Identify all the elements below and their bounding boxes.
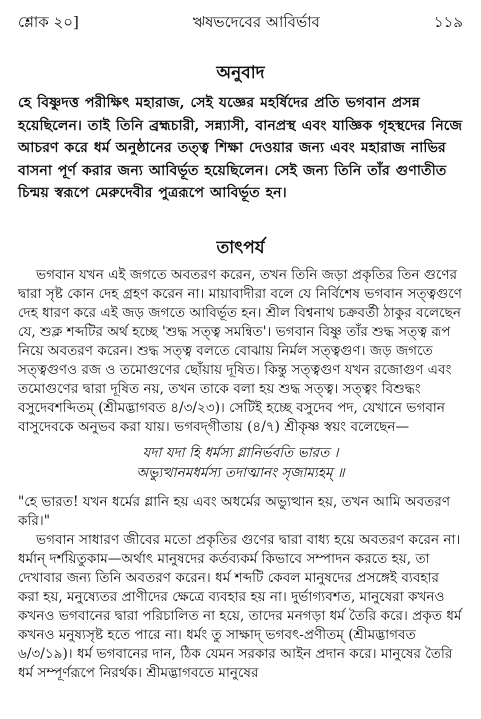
header-verse-ref: শ্লোক ২০] [18,13,79,31]
verse-translation: "হে ভারত! যখন ধর্মের গ্লানি হয় এবং অধর্মের অভ্যুত্থান হয়, তখন আমি অবতরণ করি।" [18,494,451,529]
verse-line-1: যদা যদা হি ধর্মস্য গ্লানির্ভবতি ভারত । [142,445,339,461]
header-chapter-title: ঋষভদেবের আবির্ভাব [192,13,320,31]
translation-block [18,92,463,205]
translation-heading: অনুবাদ [216,63,265,83]
purport-paragraph-2: ভগবান সাধারণ জীবের মতো প্রকৃতির গুণের দ্বারা বাধ্য হয়ে অবতরণ করেন না। ধর্মান্ দর্শয়িতুকাম—অর্থাৎ মানুষদের কর্তব্যকর্ম কিভাবে সম্পাদন করতে হয়, তা দেখাবার জন্য তিনি অবতরণ করেন। ধর্ম শব্দটি কেবল মানুষদের প্রসঙ্গেই ব্যবহার করা হয়, মনুষ্যেতর প্রাণীদের ক্ষেত্রে ব্যবহার হয় না। দুর্ভাগ্যবশত, মানুষেরা কখনও কখনও ভগবানের দ্বারা পরিচালিত না হয়ে, তাদের মনগড়া ধর্ম তৈরি করে। প্রকৃত ধর্ম কখনও মনুষ্যসৃষ্ট হতে পারে না। ধর্মং তু সাক্ষাদ্ ভগবৎ-প্রণীতম্ (শ্রীমদ্ভাগবত ৬/৩/১৯)। ধর্ম ভগবানের দান, ঠিক যেমন সরকার আইন প্রদান করে। মানুষের তৈরি ধর্ম সম্পূর্ণরূপে নিরর্থক। শ্রীমদ্ভাগবতে মানুষের [18,532,462,681]
purport-heading: তাৎপর্য [216,238,265,258]
page-header [18,12,463,32]
page-number: ১১৯ [433,13,463,31]
purport-block [18,266,463,683]
translation-text: হে বিষ্ণুদত্ত পরীক্ষিৎ মহারাজ, সেই যজ্ঞের মহর্ষিদের প্রতি ভগবান প্রসন্ন হয়েছিলেন। তাই তিনি ব্রহ্মচারী, সন্ন্যাসী, বানপ্রস্থ এবং যাজ্ঞিক গৃহস্থদের নিজে আচরণ করে ধর্ম অনুষ্ঠানের তত্ত্ব শিক্ষা দেওয়ার জন্য এবং মহারাজ নাভির বাসনা পূর্ণ করার জন্য আবির্ভূত হয়েছিলেন। সেই জন্য তিনি তাঁর গুণাতীত চিন্ময় স্বরূপে মেরুদেবীর পুত্ররূপে আবির্ভূত হন। [18,95,463,201]
gita-verse [18,443,463,483]
purport-paragraph-1: ভগবান যখন এই জগতে অবতরণ করেন, তখন তিনি জড়া প্রকৃতির তিন গুণের দ্বারা সৃষ্ট কোন দেহ গ্রহণ করেন না। মায়াবাদীরা বলে যে নির্বিশেষ ভগবান সত্ত্বগুণে দেহ ধারণ করে এই জড় জগতে আবির্ভূত হন। শ্রীল বিশ্বনাথ চক্রবর্তী ঠাকুর বলেছেন যে, শুক্ল শব্দটির অর্থ হচ্ছে 'শুদ্ধ সত্ত্ব সমন্বিত'। ভগবান বিষ্ণু তাঁর শুদ্ধ সত্ত্ব রূপ নিয়ে অবতরণ করেন। শুদ্ধ সত্ত্ব বলতে বোঝায় নির্মল সত্ত্বগুণ। জড় জগতে সত্ত্বগুণও রজ ও তমোগুণের ছোঁয়ায় দূষিত। কিন্তু সত্ত্বগুণ যখন রজোগুণ এবং তমোগুণের দ্বারা দূষিত নয়, তখন তাকে বলা হয় শুদ্ধ সত্ত্ব। সত্ত্বং বিশুদ্ধং বসুদেবশব্দিতম্ (শ্রীমদ্ভাগবত ৪/৩/২৩)। সেটিই হচ্ছে বসুদেব পদ, যেখানে ভগবান বাসুদেবকে অনুভব করা যায়। ভগবদ্‌গীতায় (৪/৭) শ্রীকৃষ্ণ স্বয়ং বলেছেন— [18,267,462,435]
verse-line-2: অভ্যুত্থানমধর্মস্য তদাত্মানং সৃজাম্যহম্ ॥ [136,465,345,481]
